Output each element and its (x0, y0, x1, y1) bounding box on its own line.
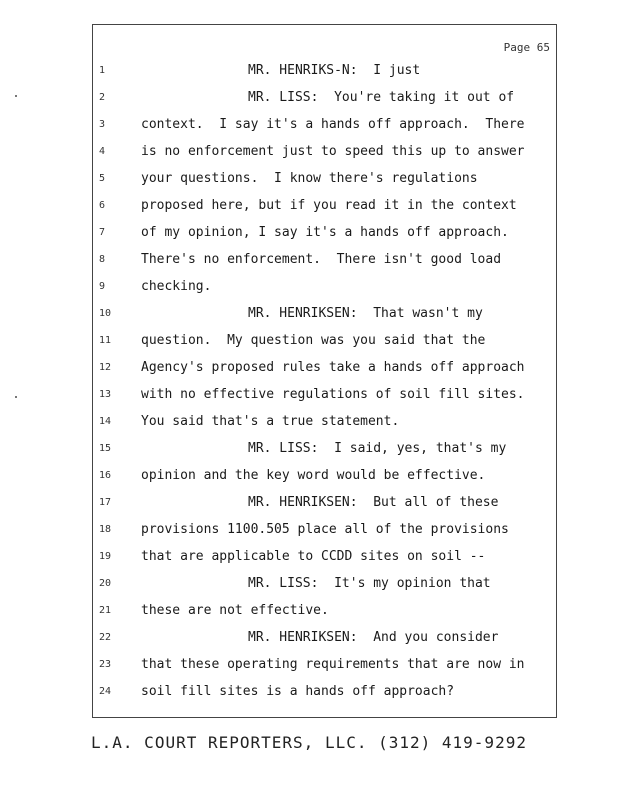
transcript-line (93, 489, 556, 516)
transcript-line (93, 165, 556, 192)
line-number: 14 (99, 416, 112, 427)
line-number: 23 (99, 659, 112, 670)
transcript-line (93, 678, 556, 705)
line-text: question. My question was you said that the (141, 333, 486, 348)
transcript-line (93, 84, 556, 111)
line-text: provisions 1100.505 place all of the provisions (141, 522, 509, 537)
transcript-line (93, 354, 556, 381)
line-text: context. I say it's a hands off approach. There (141, 117, 525, 132)
line-text: checking. (141, 279, 212, 294)
line-text: your questions. I know there's regulations (141, 171, 478, 186)
transcript-line (93, 192, 556, 219)
line-text: Agency's proposed rules take a hands off approach (141, 360, 525, 375)
line-number: 3 (99, 119, 106, 130)
line-text: MR. LISS: I said, yes, that's my (248, 441, 507, 456)
line-text: MR. HENRIKS-N: I just (248, 63, 421, 78)
line-number: 6 (99, 200, 106, 211)
scan-speck (15, 95, 17, 97)
line-number: 18 (99, 524, 112, 535)
transcript-line (93, 408, 556, 435)
line-number: 17 (99, 497, 112, 508)
line-text: MR. HENRIKSEN: But all of these (248, 495, 499, 510)
transcript-line (93, 300, 556, 327)
transcript-line (93, 462, 556, 489)
transcript-line (93, 111, 556, 138)
line-number: 2 (99, 92, 106, 103)
line-text: with no effective regulations of soil fill sites. (141, 387, 525, 402)
transcript-line (93, 651, 556, 678)
line-number: 10 (99, 308, 112, 319)
transcript-line (93, 138, 556, 165)
transcript-line (93, 57, 556, 84)
line-number: 5 (99, 173, 106, 184)
transcript-line (93, 273, 556, 300)
scan-speck (15, 396, 17, 398)
line-number: 20 (99, 578, 112, 589)
line-number: 16 (99, 470, 112, 481)
page-number-label: Page 65 (503, 41, 550, 54)
line-text: MR. LISS: It's my opinion that (248, 576, 491, 591)
transcript-line (93, 246, 556, 273)
line-number: 22 (99, 632, 112, 643)
line-number: 9 (99, 281, 106, 292)
line-text: proposed here, but if you read it in the context (141, 198, 517, 213)
line-number: 21 (99, 605, 112, 616)
line-text: that are applicable to CCDD sites on soil -- (141, 549, 486, 564)
transcript-line (93, 624, 556, 651)
line-text: these are not effective. (141, 603, 329, 618)
line-number: 19 (99, 551, 112, 562)
line-text: There's no enforcement. There isn't good load (141, 252, 502, 267)
line-number: 12 (99, 362, 112, 373)
line-text: You said that's a true statement. (141, 414, 400, 429)
transcript-line (93, 435, 556, 462)
line-text: that these operating requirements that are now in (141, 657, 525, 672)
transcript-line (93, 327, 556, 354)
line-number: 13 (99, 389, 112, 400)
transcript-line (93, 381, 556, 408)
court-reporter-footer: L.A. COURT REPORTERS, LLC. (312) 419-9292 (91, 733, 527, 752)
line-number: 8 (99, 254, 106, 265)
line-number: 7 (99, 227, 106, 238)
line-number: 11 (99, 335, 112, 346)
transcript-line (93, 570, 556, 597)
line-number: 24 (99, 686, 112, 697)
transcript-line (93, 597, 556, 624)
line-number: 1 (99, 65, 106, 76)
line-text: MR. HENRIKSEN: That wasn't my (248, 306, 483, 321)
transcript-line (93, 219, 556, 246)
transcript-page (92, 24, 557, 718)
line-number: 4 (99, 146, 106, 157)
line-text: is no enforcement just to speed this up to answer (141, 144, 525, 159)
line-text: soil fill sites is a hands off approach? (141, 684, 455, 699)
line-text: MR. LISS: You're taking it out of (248, 90, 515, 105)
transcript-line (93, 516, 556, 543)
line-text: MR. HENRIKSEN: And you consider (248, 630, 499, 645)
line-number: 15 (99, 443, 112, 454)
line-text: of my opinion, I say it's a hands off approach. (141, 225, 509, 240)
line-text: opinion and the key word would be effective. (141, 468, 486, 483)
transcript-line (93, 543, 556, 570)
